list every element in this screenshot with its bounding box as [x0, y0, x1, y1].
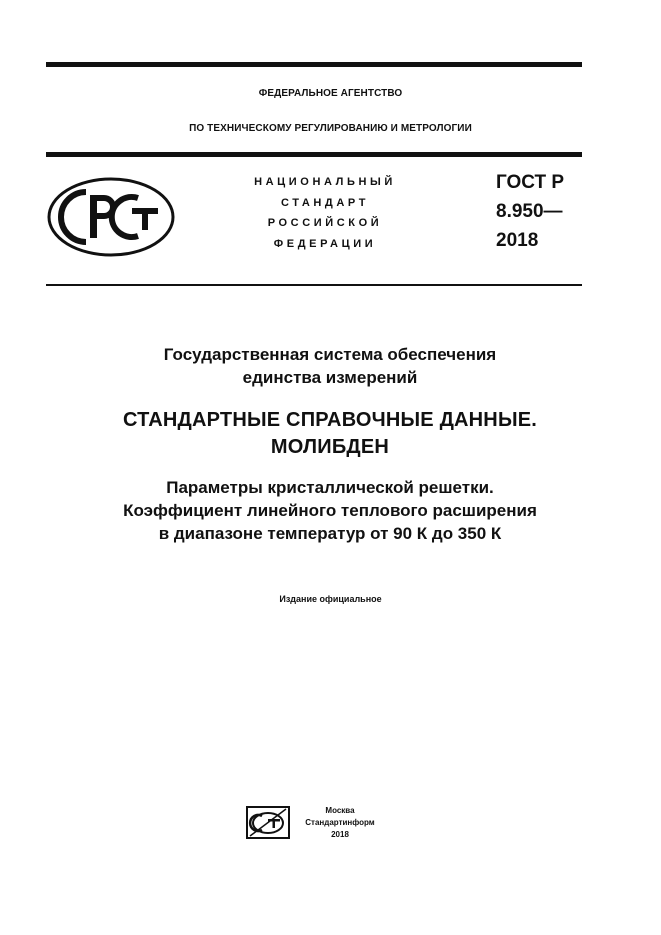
top-rule [46, 62, 582, 67]
publisher-name: Стандартинформ [305, 818, 375, 827]
standard-type-line: СТАНДАРТ [280, 196, 370, 209]
series-title-line: Государственная система обеспечения [163, 345, 497, 364]
standard-number-line: ГОСТ Р [496, 172, 565, 193]
series-title [40, 343, 620, 389]
standard-type-line: РОССИЙСКОЙ [267, 217, 383, 229]
gost-r-certification-mark-icon [46, 176, 176, 258]
document-title-line: СТАНДАРТНЫЕ СПРАВОЧНЫЕ ДАННЫЕ. [122, 409, 538, 431]
edition-label: Издание официальное [279, 594, 382, 604]
document-subtitle-line: Коэффициент линейного теплового расширения [123, 501, 537, 520]
standartinform-logo-icon [246, 806, 290, 839]
bottom-rule [46, 284, 582, 286]
agency-line-2: ПО ТЕХНИЧЕСКОМУ РЕГУЛИРОВАНИЮ И МЕТРОЛОГИИ [189, 123, 472, 134]
standard-type-line: ФЕДЕРАЦИИ [273, 237, 377, 250]
document-title-line: МОЛИБДЕН [270, 436, 390, 458]
document-title [40, 407, 620, 461]
middle-rule [46, 152, 582, 157]
agency-line-1: ФЕДЕРАЛЬНОЕ АГЕНТСТВО [258, 88, 403, 99]
document-subtitle-line: Параметры кристаллической решетки. [166, 478, 494, 497]
standard-type-line: НАЦИОНАЛЬНЫЙ [254, 176, 396, 188]
publisher-year: 2018 [331, 830, 349, 839]
standard-number [496, 168, 606, 255]
series-title-line: единства измерений [242, 368, 418, 387]
document-subtitle [40, 476, 620, 545]
standard-number-line: 8.950— [496, 201, 563, 222]
standard-type [230, 172, 420, 254]
publisher-info [305, 805, 375, 841]
publisher-city: Москва [325, 806, 355, 815]
document-subtitle-line: в диапазоне температур от 90 К до 350 К [158, 524, 502, 543]
standard-number-line: 2018 [496, 230, 539, 251]
